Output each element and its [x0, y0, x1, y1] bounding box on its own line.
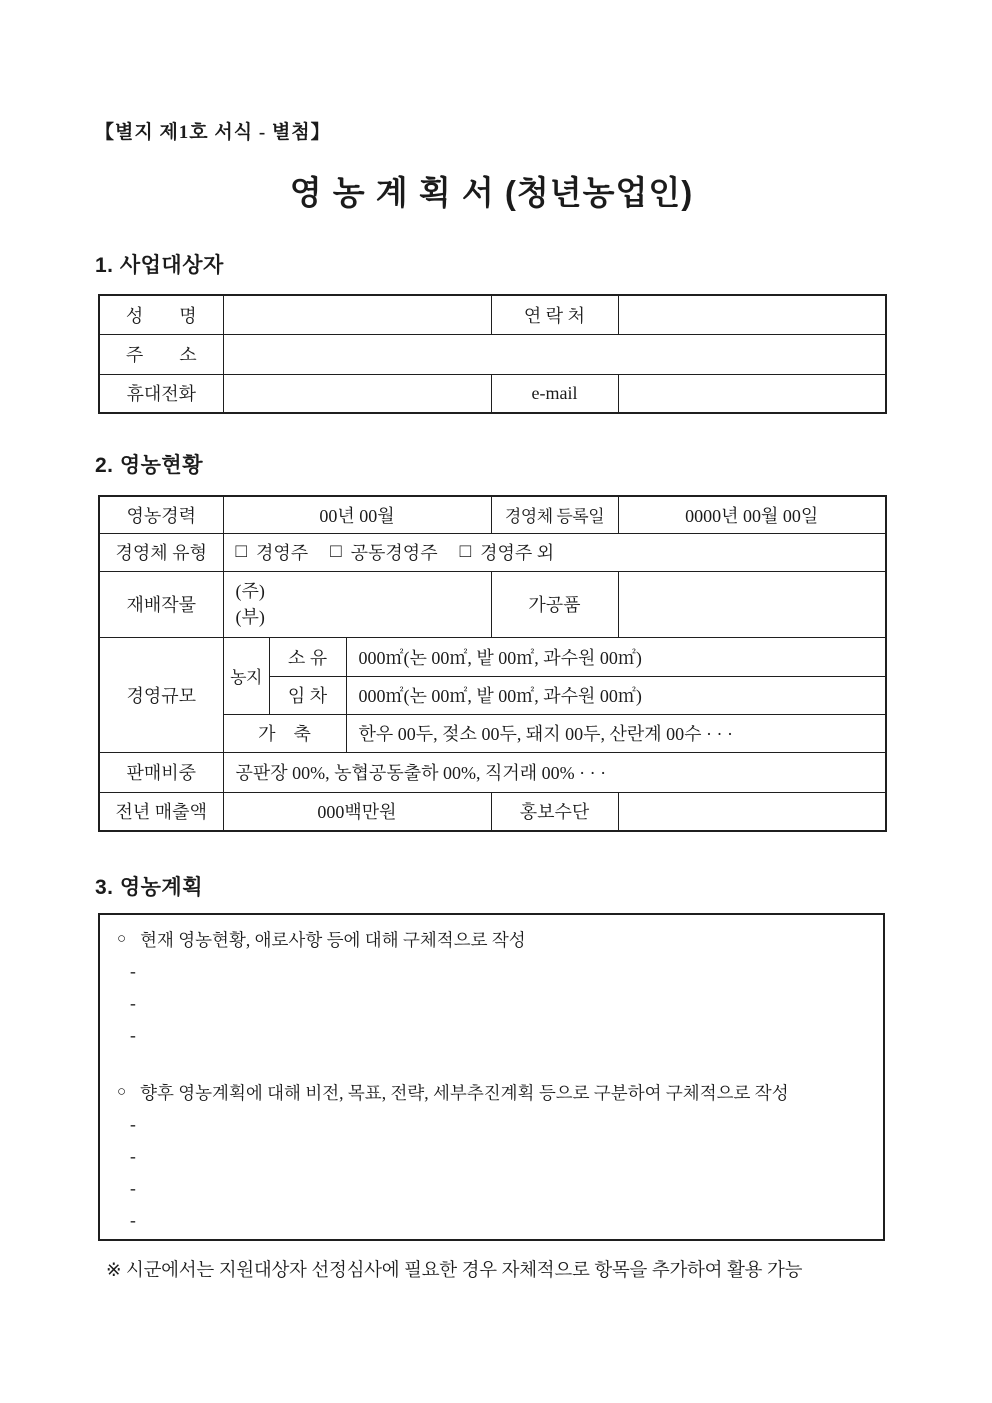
- document-title: 영 농 계 획 서 (청년농업인): [289, 174, 694, 211]
- checkbox-option-co-owner[interactable]: [330, 539, 437, 565]
- plan-dash-line: -: [130, 1209, 136, 1230]
- address-input-cell[interactable]: [223, 334, 886, 374]
- plan-dash-line: -: [130, 1113, 136, 1134]
- plan-dash-line: -: [130, 1145, 136, 1166]
- leased-label: 임 차: [269, 676, 346, 714]
- section3-heading: 3. 영농계획: [95, 876, 203, 899]
- section2-heading: 2. 영농현황: [95, 454, 203, 477]
- processed-goods-label: 가공품: [491, 571, 618, 637]
- crops-secondary-prefix: (부): [235, 607, 265, 627]
- farming-plan-box[interactable]: [98, 913, 885, 1241]
- contact-input-cell[interactable]: [618, 295, 886, 334]
- email-input-cell[interactable]: [618, 374, 886, 413]
- entity-type-options-cell: [223, 533, 886, 571]
- entity-type-label: 경영체 유형: [99, 533, 223, 571]
- plan-dash-line: -: [130, 1177, 136, 1198]
- plan-spacer: [100, 1051, 883, 1076]
- promotion-label: 홍보수단: [491, 792, 618, 831]
- previous-sales-label: 전년 매출액: [99, 792, 223, 831]
- previous-sales-value-cell[interactable]: 000백만원: [223, 792, 491, 831]
- table-row: [99, 752, 886, 792]
- plan-dash-line: -: [130, 1024, 136, 1045]
- checkbox-option-other[interactable]: [460, 539, 555, 565]
- contact-label: 연 락 처: [491, 295, 618, 334]
- owned-label: 소 유: [269, 637, 346, 676]
- sales-ratio-value-cell[interactable]: 공판장 00%, 농협공동출하 00%, 직거래 00% · · ·: [223, 752, 886, 792]
- circle-bullet-icon: ○: [117, 1083, 127, 1100]
- table-row: [99, 374, 886, 413]
- checkbox-label: 경영주 외: [480, 543, 555, 563]
- crops-input-cell[interactable]: [223, 571, 491, 637]
- plan-bullet-future: [100, 1076, 883, 1108]
- livestock-value-cell[interactable]: 한우 00두, 젖소 00두, 돼지 00두, 산란계 00수 · · ·: [346, 714, 886, 752]
- checkbox-icon[interactable]: □: [459, 541, 472, 562]
- livestock-label: 가 축: [223, 714, 346, 752]
- table-row: [99, 496, 886, 533]
- plan-bullet-text: 향후 영농계획에 대해 비전, 목표, 전략, 세부추진계획 등으로 구분하여 구체적으로 작성: [140, 1082, 789, 1103]
- checkbox-icon[interactable]: □: [330, 541, 342, 562]
- plan-bullet-text: 현재 영농현황, 애로사항 등에 대해 구체적으로 작성: [140, 929, 526, 950]
- registration-date-label: 경영체 등록일: [491, 496, 618, 533]
- table-row: [99, 334, 886, 374]
- address-label: 주 소: [99, 334, 223, 374]
- circle-bullet-icon: ○: [117, 930, 127, 947]
- email-label: e-mail: [491, 374, 618, 413]
- mobile-label: 휴대전화: [99, 374, 223, 413]
- entity-type-checkbox-row: [236, 539, 882, 565]
- section1-heading: 1. 사업대상자: [95, 254, 224, 277]
- promotion-input-cell[interactable]: [618, 792, 886, 831]
- checkbox-icon[interactable]: □: [235, 541, 247, 562]
- form-number-note: 【별지 제1호 서식 - 별첨】: [95, 122, 331, 143]
- leased-value-cell[interactable]: 000㎡(논 00㎡, 밭 00㎡, 과수원 00㎡): [346, 676, 886, 714]
- name-input-cell[interactable]: [223, 295, 491, 334]
- registration-date-value-cell[interactable]: 0000년 00월 00일: [618, 496, 886, 533]
- table-row: [99, 792, 886, 831]
- plan-dash-line: -: [130, 960, 136, 981]
- crops-primary-prefix: (주): [235, 581, 265, 601]
- footnote: ※ 시군에서는 지원대상자 선정심사에 필요한 경우 자체적으로 항목을 추가하여 활용 가능: [106, 1259, 803, 1280]
- table-row: [99, 533, 886, 571]
- checkbox-label: 공동경영주: [350, 543, 438, 563]
- table-row: [99, 571, 886, 637]
- farmland-label: 농지: [223, 637, 269, 714]
- mobile-input-cell[interactable]: [223, 374, 491, 413]
- owned-value-cell[interactable]: 000㎡(논 00㎡, 밭 00㎡, 과수원 00㎡): [346, 637, 886, 676]
- processed-goods-input-cell[interactable]: [618, 571, 886, 637]
- career-value-cell[interactable]: 00년 00월: [223, 496, 491, 533]
- applicant-table: [98, 294, 887, 414]
- plan-dash-line: -: [130, 992, 136, 1013]
- farming-status-table: [98, 495, 887, 832]
- career-label: 영농경력: [99, 496, 223, 533]
- name-label: 성 명: [99, 295, 223, 334]
- table-row: [99, 295, 886, 334]
- sales-ratio-label: 판매비중: [99, 752, 223, 792]
- checkbox-option-owner[interactable]: [236, 539, 309, 565]
- crops-label: 재배작물: [99, 571, 223, 637]
- management-scale-label: 경영규모: [99, 637, 223, 752]
- table-row: [99, 637, 886, 676]
- plan-bullet-current: [100, 923, 883, 955]
- checkbox-label: 경영주: [255, 543, 309, 563]
